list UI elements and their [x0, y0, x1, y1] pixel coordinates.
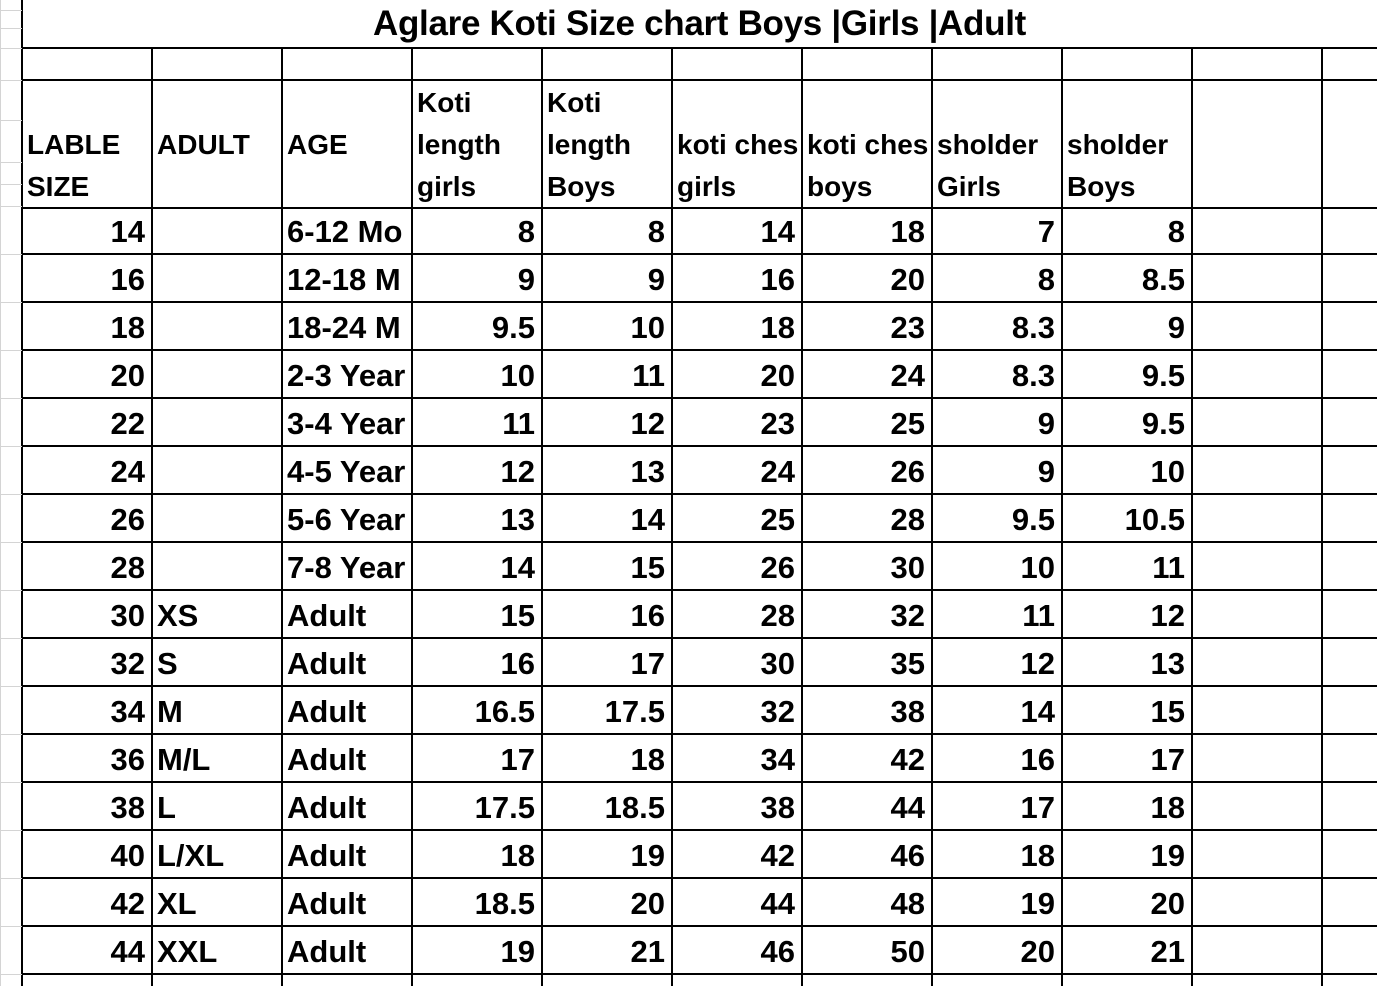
table-cell-chest-girls: 34	[760, 742, 795, 777]
table-cell-size: 42	[110, 886, 145, 921]
table-cell-sh-boys: 21	[1150, 934, 1185, 969]
header-cell: koti ches	[807, 129, 929, 160]
gridline-horizontal	[0, 302, 22, 303]
table-cell-chest-boys: 46	[890, 838, 925, 873]
table-cell-adult	[152, 496, 282, 544]
table-cell-adult: S	[157, 646, 178, 681]
gridline-horizontal	[0, 48, 22, 49]
header-cell: sholder	[1067, 129, 1169, 160]
table-cell-chest-boys: 48	[890, 886, 925, 921]
table-cell-chest-boys: 42	[890, 742, 925, 777]
gridline-horizontal	[22, 47, 1377, 49]
table-cell-sh-boys: 8.5	[1141, 262, 1185, 297]
gridline-horizontal	[0, 878, 22, 879]
table-cell-len-boys: 12	[630, 406, 665, 441]
gridline-horizontal	[0, 184, 22, 185]
table-cell-chest-boys: 32	[890, 598, 925, 633]
table-cell-age: 18-24 M	[287, 310, 401, 345]
table-cell-sh-boys: 17	[1150, 742, 1185, 777]
table-cell-sh-boys: 12	[1150, 598, 1185, 633]
header-cell	[672, 82, 802, 124]
header-cell: koti ches	[677, 129, 799, 160]
table-cell-sh-girls: 20	[1020, 934, 1055, 969]
table-cell-adult: XXL	[157, 934, 218, 969]
table-cell-sh-girls: 19	[1020, 886, 1055, 921]
table-cell-sh-girls: 10	[1020, 550, 1055, 585]
table-cell-sh-girls: 8.3	[1011, 358, 1055, 393]
table-cell-age: 3-4 Year	[287, 406, 406, 441]
table-cell-len-boys: 21	[630, 934, 665, 969]
table-cell-size: 44	[110, 934, 145, 969]
sheet-title: Aglare Koti Size chart Boys |Girls |Adult	[373, 4, 1026, 43]
header-cell: length	[547, 129, 631, 160]
gridline-horizontal	[0, 254, 22, 255]
table-cell-len-boys: 15	[630, 550, 665, 585]
gridline-horizontal	[0, 206, 22, 207]
header-cell: Girls	[937, 171, 1001, 202]
gridline-horizontal	[0, 494, 22, 495]
table-cell-sh-boys: 18	[1150, 790, 1185, 825]
table-cell-chest-girls: 32	[760, 694, 795, 729]
table-cell-len-boys: 14	[630, 502, 665, 537]
header-cell	[1062, 82, 1192, 124]
table-cell-adult	[152, 352, 282, 400]
table-cell-sh-girls: 9.5	[1011, 502, 1055, 537]
header-cell: girls	[677, 171, 737, 202]
table-cell-len-girls: 9	[517, 262, 535, 297]
header-cell	[932, 82, 1062, 124]
table-cell-sh-boys: 11	[1152, 550, 1185, 585]
table-cell-len-boys: 18	[630, 742, 665, 777]
table-cell-sh-girls: 17	[1020, 790, 1055, 825]
table-cell-adult: XS	[157, 598, 199, 633]
gridline-horizontal	[0, 350, 22, 351]
table-cell-sh-girls: 7	[1037, 214, 1055, 249]
table-cell-size: 22	[110, 406, 145, 441]
gridline-horizontal	[0, 686, 22, 687]
table-cell-size: 38	[110, 790, 145, 825]
table-cell-sh-girls: 12	[1020, 646, 1055, 681]
table-cell-chest-girls: 38	[760, 790, 795, 825]
table-cell-len-boys: 16	[630, 598, 665, 633]
header-cell: Boys	[547, 171, 616, 202]
header-cell: Koti	[417, 87, 472, 118]
table-cell-age: Adult	[287, 838, 367, 873]
header-cell: AGE	[287, 129, 348, 160]
table-cell-len-boys: 9	[647, 262, 665, 297]
header-cell	[22, 82, 152, 124]
header-cell	[282, 166, 412, 208]
table-cell-len-girls: 10	[500, 358, 535, 393]
table-cell-len-boys: 19	[630, 838, 665, 873]
table-cell-size: 20	[110, 358, 145, 393]
table-cell-size: 26	[110, 502, 145, 537]
table-cell-sh-girls: 8.3	[1011, 310, 1055, 345]
table-cell-size: 40	[110, 838, 145, 873]
table-cell-adult	[152, 448, 282, 496]
gridline-horizontal	[0, 446, 22, 447]
table-cell-chest-girls: 30	[760, 646, 795, 681]
table-cell-age: Adult	[287, 886, 367, 921]
table-cell-age: 12-18 M	[287, 262, 401, 297]
table-cell-sh-boys: 10.5	[1124, 502, 1185, 537]
header-cell	[152, 82, 282, 124]
gridline-horizontal	[0, 28, 22, 29]
gridline-horizontal	[0, 638, 22, 639]
gridline-horizontal	[0, 542, 22, 543]
table-cell-chest-girls: 16	[760, 262, 795, 297]
table-cell-sh-boys: 20	[1150, 886, 1185, 921]
table-cell-age: 6-12 Mo	[287, 214, 403, 249]
table-cell-adult: M/L	[157, 742, 211, 777]
gridline-horizontal	[0, 830, 22, 831]
table-cell-chest-boys: 50	[890, 934, 925, 969]
table-cell-sh-girls: 16	[1020, 742, 1055, 777]
table-cell-sh-girls: 11	[1022, 598, 1055, 633]
table-cell-sh-boys: 9	[1167, 310, 1185, 345]
table-cell-len-girls: 8	[517, 214, 535, 249]
table-cell-sh-girls: 8	[1037, 262, 1055, 297]
table-cell-sh-boys: 13	[1150, 646, 1185, 681]
table-cell-age: Adult	[287, 646, 367, 681]
table-cell-age: Adult	[287, 934, 367, 969]
table-cell-chest-girls: 23	[760, 406, 795, 441]
table-cell-size: 24	[110, 454, 145, 489]
table-cell-age: 2-3 Year	[287, 358, 406, 393]
header-cell: girls	[417, 171, 477, 202]
table-cell-adult	[152, 544, 282, 592]
gridline-horizontal	[0, 782, 22, 783]
gridline-horizontal	[0, 590, 22, 591]
gridline-horizontal	[0, 926, 22, 927]
table-cell-chest-boys: 28	[890, 502, 925, 537]
table-cell-len-girls: 11	[502, 406, 535, 441]
table-cell-sh-boys: 19	[1150, 838, 1185, 873]
gridline-vertical	[1321, 48, 1323, 986]
table-cell-chest-boys: 44	[890, 790, 925, 825]
table-cell-chest-girls: 42	[760, 838, 795, 873]
header-cell: boys	[807, 171, 873, 202]
table-cell-chest-boys: 30	[890, 550, 925, 585]
gridline-horizontal	[0, 974, 22, 975]
table-cell-adult: XL	[157, 886, 197, 921]
table-cell-len-girls: 12	[500, 454, 535, 489]
table-cell-sh-girls: 14	[1020, 694, 1055, 729]
table-cell-sh-boys: 9.5	[1141, 406, 1185, 441]
gridline-horizontal	[22, 79, 1377, 81]
table-cell-chest-girls: 24	[760, 454, 795, 489]
table-cell-len-boys: 17	[630, 646, 665, 681]
table-cell-size: 18	[110, 310, 145, 345]
table-cell-size: 34	[110, 694, 145, 729]
header-cell	[282, 82, 412, 124]
table-cell-chest-boys: 35	[890, 646, 925, 681]
gridline-horizontal	[0, 120, 22, 121]
table-cell-chest-boys: 24	[890, 358, 925, 393]
table-cell-sh-girls: 9	[1037, 406, 1055, 441]
table-cell-len-girls: 16	[500, 646, 535, 681]
table-cell-age: Adult	[287, 694, 367, 729]
gridline-vertical	[0, 0, 1, 986]
table-cell-chest-girls: 26	[760, 550, 795, 585]
table-cell-len-girls: 16.5	[474, 694, 535, 729]
table-cell-chest-girls: 14	[760, 214, 795, 249]
table-cell-chest-girls: 18	[760, 310, 795, 345]
table-cell-adult: M	[157, 694, 183, 729]
table-cell-chest-boys: 38	[890, 694, 925, 729]
table-cell-size: 28	[110, 550, 145, 585]
table-cell-chest-boys: 25	[890, 406, 925, 441]
table-cell-chest-girls: 25	[760, 502, 795, 537]
table-cell-sh-boys: 9.5	[1141, 358, 1185, 393]
table-cell-len-girls: 18.5	[474, 886, 535, 921]
table-cell-len-girls: 19	[500, 934, 535, 969]
header-cell: Boys	[1067, 171, 1136, 202]
table-cell-age: Adult	[287, 598, 367, 633]
header-cell	[802, 82, 932, 124]
header-cell: length	[417, 129, 501, 160]
table-cell-chest-girls: 28	[760, 598, 795, 633]
table-cell-chest-boys: 26	[890, 454, 925, 489]
table-cell-len-girls: 15	[500, 598, 535, 633]
table-cell-chest-boys: 18	[890, 214, 925, 249]
table-cell-adult: L/XL	[157, 838, 225, 873]
table-cell-age: Adult	[287, 790, 367, 825]
table-cell-len-girls: 18	[500, 838, 535, 873]
header-cell	[152, 166, 282, 208]
table-cell-len-girls: 17	[500, 742, 535, 777]
table-cell-sh-boys: 15	[1150, 694, 1185, 729]
table-cell-len-boys: 11	[632, 358, 665, 393]
table-cell-adult	[152, 400, 282, 448]
gridline-horizontal	[0, 398, 22, 399]
gridline-horizontal	[0, 80, 22, 81]
table-cell-chest-girls: 44	[760, 886, 795, 921]
header-cell: Koti	[547, 87, 602, 118]
table-cell-age: 4-5 Year	[287, 454, 406, 489]
table-cell-adult	[152, 304, 282, 352]
table-cell-chest-girls: 20	[760, 358, 795, 393]
table-cell-adult	[152, 256, 282, 304]
table-cell-sh-girls: 18	[1020, 838, 1055, 873]
table-cell-chest-boys: 23	[890, 310, 925, 345]
table-cell-len-boys: 17.5	[604, 694, 665, 729]
gridline-horizontal	[0, 162, 22, 163]
header-cell: sholder	[937, 129, 1039, 160]
table-cell-len-boys: 13	[630, 454, 665, 489]
table-cell-sh-girls: 9	[1037, 454, 1055, 489]
table-cell-size: 30	[110, 598, 145, 633]
table-cell-chest-boys: 20	[890, 262, 925, 297]
table-cell-len-boys: 10	[630, 310, 665, 345]
table-cell-len-boys: 8	[647, 214, 665, 249]
header-cell: LABLE	[27, 129, 121, 160]
table-cell-sh-boys: 10	[1150, 454, 1185, 489]
table-cell-len-girls: 9.5	[491, 310, 535, 345]
table-cell-len-girls: 14	[500, 550, 535, 585]
table-cell-size: 14	[110, 214, 145, 249]
gridline-horizontal	[0, 734, 22, 735]
table-cell-adult	[152, 208, 282, 256]
gridline-horizontal	[0, 10, 22, 11]
table-cell-age: 5-6 Year	[287, 502, 406, 537]
table-cell-chest-girls: 46	[760, 934, 795, 969]
table-cell-len-girls: 13	[500, 502, 535, 537]
table-cell-len-boys: 20	[630, 886, 665, 921]
table-cell-len-girls: 17.5	[474, 790, 535, 825]
header-cell: SIZE	[27, 171, 90, 202]
table-cell-age: Adult	[287, 742, 367, 777]
table-cell-size: 36	[110, 742, 145, 777]
table-cell-age: 7-8 Year	[287, 550, 406, 585]
table-cell-adult: L	[157, 790, 176, 825]
table-cell-len-boys: 18.5	[604, 790, 665, 825]
table-cell-size: 16	[110, 262, 145, 297]
table-cell-sh-boys: 8	[1167, 214, 1185, 249]
header-cell: ADULT	[157, 129, 250, 160]
table-cell-size: 32	[110, 646, 145, 681]
